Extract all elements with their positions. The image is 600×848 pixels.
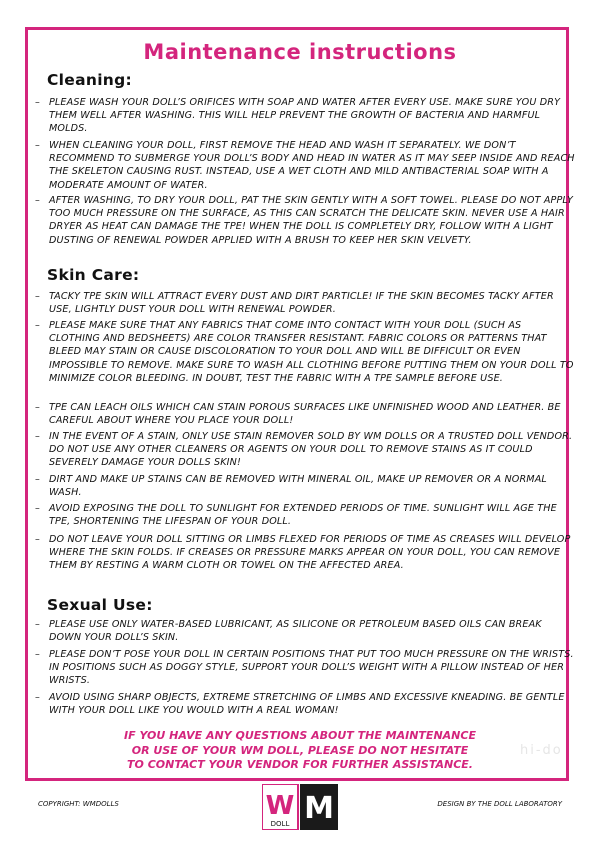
watermark: hi-do [520,743,563,758]
list-item: – PLEASE USE ONLY WATER-BASED LUBRICANT, AS SILICONE OR PETROLEUM BASED OILS CAN BREAK DOWN YOUR DOLL’S SKIN. [35,619,542,644]
list-item: – AVOID USING SHARP OBJECTS, EXTREME STRETCHING OF LIMBS AND EXCESSIVE KNEADING. BE GENTLE WITH YOUR DOLL LIKE YOU WOULD WITH A REAL WOMAN! [35,692,565,717]
copyright-text: COPYRIGHT: WMDOLLS [38,800,119,808]
closing-line: IF YOU HAVE ANY QUESTIONS ABOUT THE MAINTENANCE [124,729,476,742]
section-heading-sexual-use: Sexual Use: [47,596,153,614]
section-heading-skin-care: Skin Care: [47,266,140,284]
section-heading-cleaning: Cleaning: [47,71,133,89]
design-credit: DESIGN BY THE DOLL LABORATORY [437,800,562,808]
svg-text:DOLL: DOLL [270,820,290,828]
list-item: – DIRT AND MAKE UP STAINS CAN BE REMOVED WITH MINERAL OIL, MAKE UP REMOVER OR A NORMAL WASH. [35,474,547,499]
list-item: – IN THE EVENT OF A STAIN, ONLY USE STAIN REMOVER SOLD BY WM DOLLS OR A TRUSTED DOLL VENDOR. DO NOT USE ANY OTHER CLEANERS OR AGENTS ON YOUR DOLL TO REMOVE STAINS AS IT COULD SEVERELY DAMAGE YOUR DOLLS SKIN! [35,431,573,469]
page-title: Maintenance instructions [143,40,457,64]
closing-line: TO CONTACT YOUR VENDOR FOR FURTHER ASSISTANCE. [127,758,473,771]
list-item: – TPE CAN LEACH OILS WHICH CAN STAIN POROUS SURFACES LIKE UNFINISHED WOOD AND LEATHER. BE CAREFUL ABOUT WHERE YOU PLACE YOUR DOLL! [35,402,561,427]
list-item: – AFTER WASHING, TO DRY YOUR DOLL, PAT THE SKIN GENTLY WITH A SOFT TOWEL. PLEASE DO NOT APPLY TOO MUCH PRESSURE ON THE SURFACE, AS THIS CAN SCRATCH THE DELICATE SKIN. NEVER USE A HAIR DRYER AS HEAT CAN DAMAGE THE TPE! WHEN THE DOLL IS COMPLETELY DRY, FOLLOW WITH A LIGHT DUSTING OF RENEWAL POWDER APPLIED WITH A BRUSH TO KEEP HER SKIN VELVETY. [35,195,574,246]
closing-note [0,729,600,773]
list-item: – AVOID EXPOSING THE DOLL TO SUNLIGHT FOR EXTENDED PERIODS OF TIME. SUNLIGHT WILL AGE THE TPE, SHORTENING THE LIFESPAN OF YOUR DOLL. [35,503,557,528]
svg-text:M: M [304,791,334,826]
list-item: – WHEN CLEANING YOUR DOLL, FIRST REMOVE THE HEAD AND WASH IT SEPARATELY. WE DON’T RECOMMEND TO SUBMERGE YOUR DOLL’S BODY AND HEAD IN WATER AS IT MAY SEEP INSIDE AND REACH THE SKELETON CAUSING RUST. INSTEAD, USE A WET CLOTH AND MILD ANTIBACTERIAL SOAP WITH A MODERATE AMOUNT OF WATER. [35,140,575,191]
list-item: – TACKY TPE SKIN WILL ATTRACT EVERY DUST AND DIRT PARTICLE! IF THE SKIN BECOMES TACKY AFTER USE, LIGHTLY DUST YOUR DOLL WITH RENEWAL POWDER. [35,291,554,316]
list-item: – PLEASE DON’T POSE YOUR DOLL IN CERTAIN POSITIONS THAT PUT TOO MUCH PRESSURE ON THE WRISTS. IN POSITIONS SUCH AS DOGGY STYLE, SUPPORT YOUR DOLL’S WEIGHT WITH A PILLOW INSTEAD OF HER WRISTS. [35,649,574,687]
svg-text:W: W [265,791,295,821]
closing-line: OR USE OF YOUR WM DOLL, PLEASE DO NOT HESITATE [131,743,469,757]
list-item: – DO NOT LEAVE YOUR DOLL SITTING OR LIMBS FLEXED FOR PERIODS OF TIME AS CREASES WILL DEVELOP WHERE THE SKIN FOLDS. IF CREASES OR PRESSURE MARKS APPEAR ON YOUR DOLL, YOU CAN REMOVE THEM BY RESTING A WARM CLOTH OR TOWEL ON THE AFFECTED AREA. [35,534,571,572]
wm-dolls-logo [262,784,338,830]
list-item: – PLEASE WASH YOUR DOLL’S ORIFICES WITH SOAP AND WATER AFTER EVERY USE. MAKE SURE YOU DRY THEM WELL AFTER WASHING. THIS WILL HELP PREVENT THE GROWTH OF BACTERIA AND HARMFUL MOLDS. [35,97,561,135]
list-item: – PLEASE MAKE SURE THAT ANY FABRICS THAT COME INTO CONTACT WITH YOUR DOLL (SUCH AS CLOTHING AND BEDSHEETS) ARE COLOR TRANSFER RESISTANT. FABRIC COLORS OR PATTERNS THAT BLEED MAY STAIN OR CAUSE DISCOLORATION TO YOUR DOLL AND WILL BE DIFFICULT OR EVEN IMPOSSIBLE TO REMOVE. MAKE SURE TO WASH ALL CLOTHING BEFORE PUTTING THEM ON YOUR DOLL TO MINIMIZE COLOR BLEEDING. IN DOUBT, TEST THE FABRIC WITH A TPE SAMPLE BEFORE USE. [35,320,574,384]
